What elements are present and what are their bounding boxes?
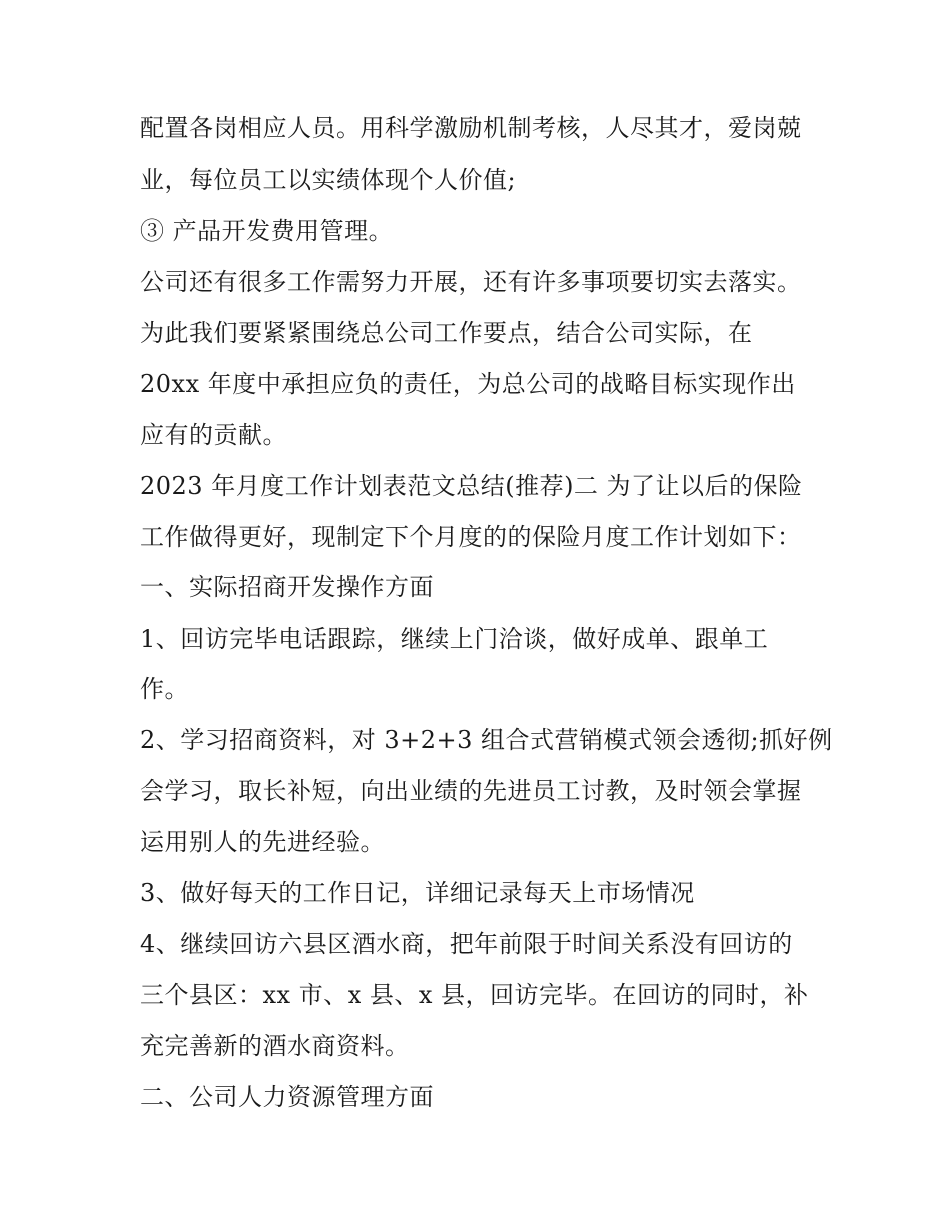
text-line: 充完善新的酒水商资料。 [140,1032,410,1060]
text-line: 4、继续回访六县区酒水商，把年前限于时间关系没有回访的 [140,930,793,958]
text-line: 配置各岗相应人员。用科学激励机制考核，人尽其才，爱岗兢 [140,114,802,142]
text-line: 应有的贡献。 [140,421,287,449]
section-heading: 二、公司人力资源管理方面 [140,1083,434,1111]
text-line: 为此我们要紧紧围绕总公司工作要点，结合公司实际，在 [140,319,753,347]
text-line: 会学习，取长补短，向出业绩的先进员工讨教，及时领会掌握 [140,777,802,805]
text-line: 2、学习招商资料，对 3+2+3 组合式营销模式领会透彻;抓好例 [140,726,833,754]
text-line: 工作做得更好，现制定下个月度的的保险月度工作计划如下： [140,523,802,551]
text-line: 运用别人的先进经验。 [140,828,385,856]
text-line: 20xx 年度中承担应负的责任，为总公司的战略目标实现作出 [140,370,796,398]
text-line: 1、回访完毕电话跟踪，继续上门洽谈，做好成单、跟单工 [140,625,769,653]
text-line: 2023 年月度工作计划表范文总结(推荐)二 为了让以后的保险 [140,472,803,500]
text-line: 3、做好每天的工作日记，详细记录每天上市场情况 [140,879,695,907]
text-line: ③ 产品开发费用管理。 [140,217,394,245]
section-heading: 一、实际招商开发操作方面 [140,573,434,601]
text-line: 业，每位员工以实绩体现个人价值; [140,166,517,194]
text-line: 三个县区：xx 市、x 县、x 县，回访完毕。在回访的同时，补 [140,981,809,1009]
text-line: 公司还有很多工作需努力开展，还有许多事项要切实去落实。 [140,268,802,296]
text-line: 作。 [140,675,189,703]
